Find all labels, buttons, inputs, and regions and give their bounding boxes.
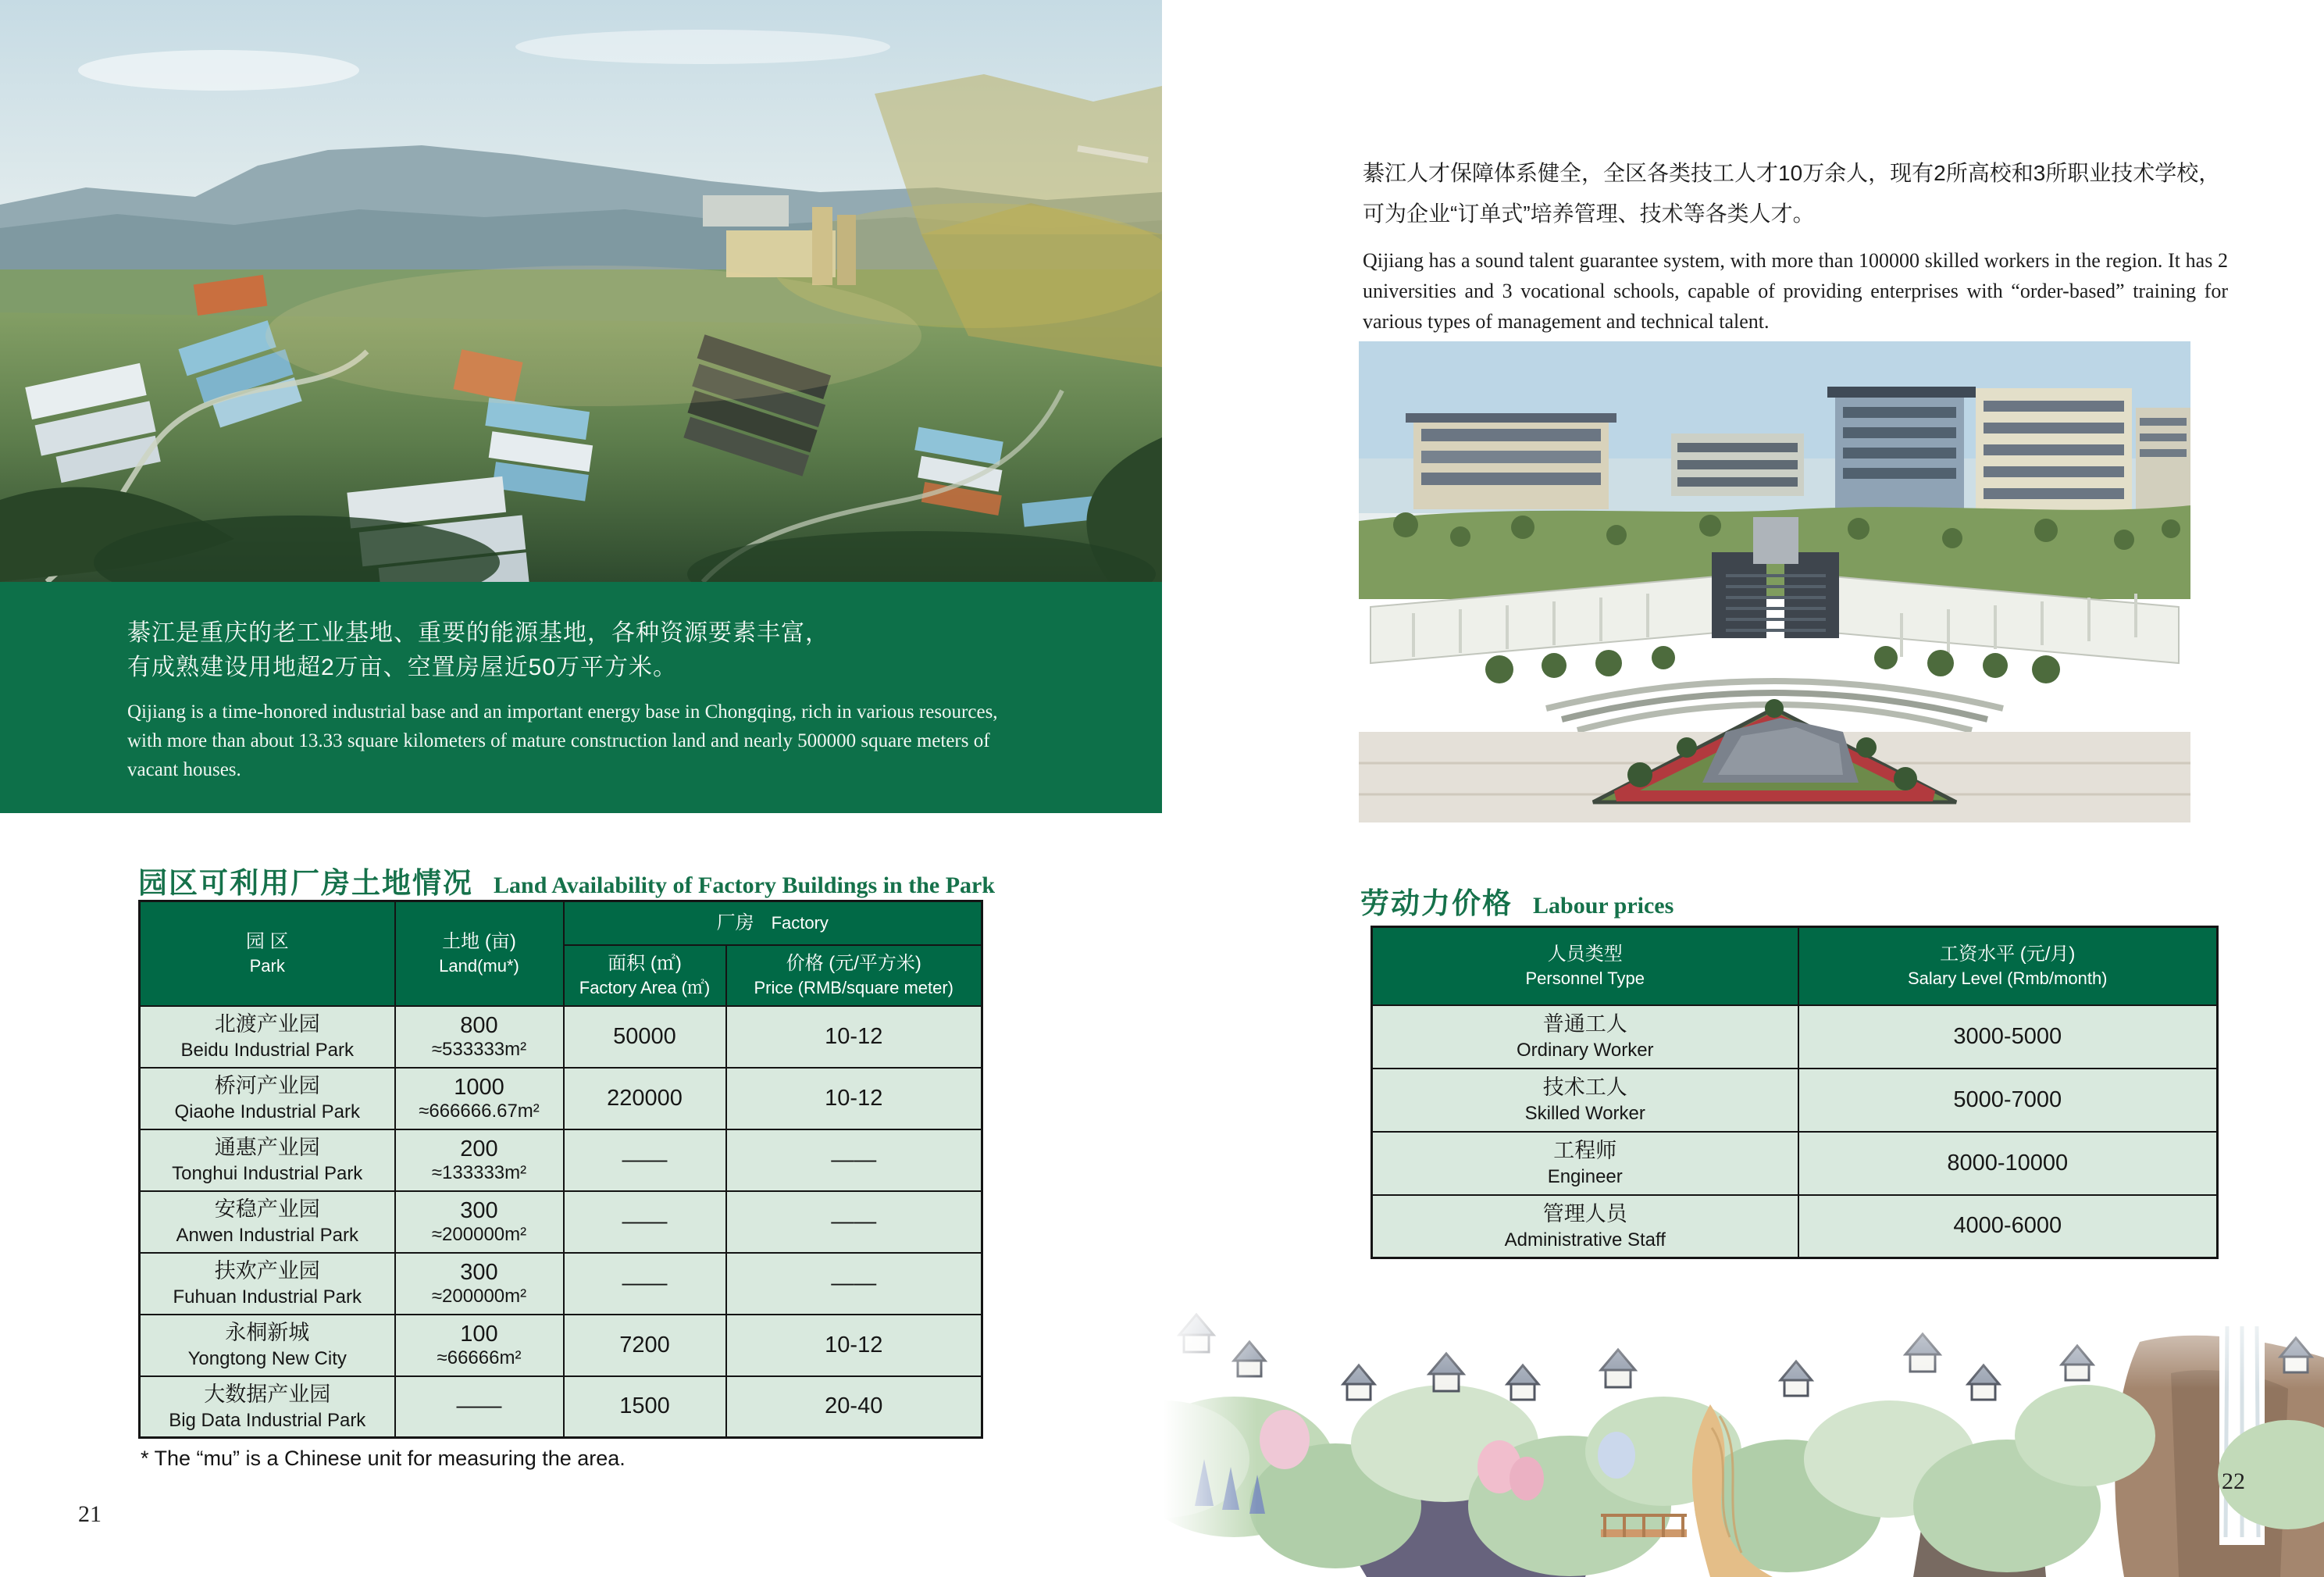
table-row: 工程师 Engineer 8000-10000 — [1372, 1132, 2218, 1195]
right-intro-en: Qijiang has a sound talent guarantee system, with more than 100000 skilled workers in the region. It has 2 universities and 3 vocational schools, capable of providing enterprises with “order-based” training for various types of management and technical talent. — [1363, 249, 2228, 333]
table-row: 桥河产业园 Qiaohe Industrial Park 1000 ≈666666.67m² 220000 10-12 — [140, 1068, 982, 1129]
land-section-title — [138, 859, 995, 901]
table-row: 北渡产业园 Beidu Industrial Park 800 ≈533333m² 50000 10-12 — [140, 1006, 982, 1068]
table-row: 普通工人 Ordinary Worker 3000-5000 — [1372, 1005, 2218, 1069]
table-row: 大数据产业园 Big Data Industrial Park —— 1500 20-40 — [140, 1376, 982, 1438]
labour-table — [1371, 926, 2219, 1259]
table-row: 通惠产业园 Tonghui Industrial Park 200 ≈133333m² —— —— — [140, 1129, 982, 1191]
table-row: 永桐新城 Yongtong New City 100 ≈66666m² 7200 10-12 — [140, 1315, 982, 1376]
labour-section-title — [1360, 879, 1673, 922]
land-th-area: 面积 (㎡) Factory Area (㎡) — [564, 945, 726, 1006]
land-table — [138, 900, 983, 1439]
land-th-land: 土地 (亩) Land(mu*) — [395, 901, 564, 1006]
land-title-cn: 园区可利用厂房土地情况 — [138, 867, 473, 899]
village-illustration — [1164, 1272, 2324, 1577]
labour-title-en: Labour prices — [1533, 893, 1674, 919]
land-th-price: 价格 (元/平方米) Price (RMB/square meter) — [726, 945, 982, 1006]
left-intro-block — [0, 582, 1162, 813]
page-number-right: 22 — [2222, 1468, 2245, 1494]
table-row: 技术工人 Skilled Worker 5000-7000 — [1372, 1069, 2218, 1132]
right-intro-cn-line1: 綦江人才保障体系健全，全区各类技工人才10万余人，现有2所高校和3所职业技术学校， — [1363, 161, 2221, 185]
table-row: 安稳产业园 Anwen Industrial Park 300 ≈200000m² —— —— — [140, 1191, 982, 1253]
right-intro-block — [1363, 153, 2228, 337]
right-intro-cn-line2: 可为企业“订单式”培养管理、技术等各类人才。 — [1363, 202, 1815, 226]
land-th-factory: 厂房 Factory — [564, 901, 982, 945]
mu-footnote: * The “mu” is a Chinese unit for measuring the area. — [141, 1447, 626, 1470]
left-intro-en: Qijiang is a time-honored industrial base and an important energy base in Chongqing, rich in various resources, with more than about 13.33 square kilometers of mature construction land and nearly 500000 square meters of vacant houses. — [127, 701, 998, 780]
campus-photo — [1359, 341, 2190, 822]
left-intro-cn-line1: 綦江是重庆的老工业基地、重要的能源基地，各种资源要素丰富， — [127, 620, 829, 646]
page-number-left: 21 — [78, 1501, 102, 1527]
aerial-photo — [0, 0, 1162, 582]
labour-th-salary: 工资水平 (元/月) Salary Level (Rmb/month) — [1798, 927, 2218, 1005]
land-title-en: Land Availability of Factory Buildings in the Park — [494, 872, 996, 898]
table-row: 管理人员 Administrative Staff 4000-6000 — [1372, 1195, 2218, 1258]
table-row: 扶欢产业园 Fuhuan Industrial Park 300 ≈200000m² —— —— — [140, 1253, 982, 1315]
land-th-park: 园 区 Park — [140, 901, 395, 1006]
labour-th-type: 人员类型 Personnel Type — [1372, 927, 1798, 1005]
left-intro-cn-line2: 有成熟建设用地超2万亩、空置房屋近50万平方米。 — [127, 655, 678, 680]
labour-title-cn: 劳动力价格 — [1360, 887, 1513, 919]
